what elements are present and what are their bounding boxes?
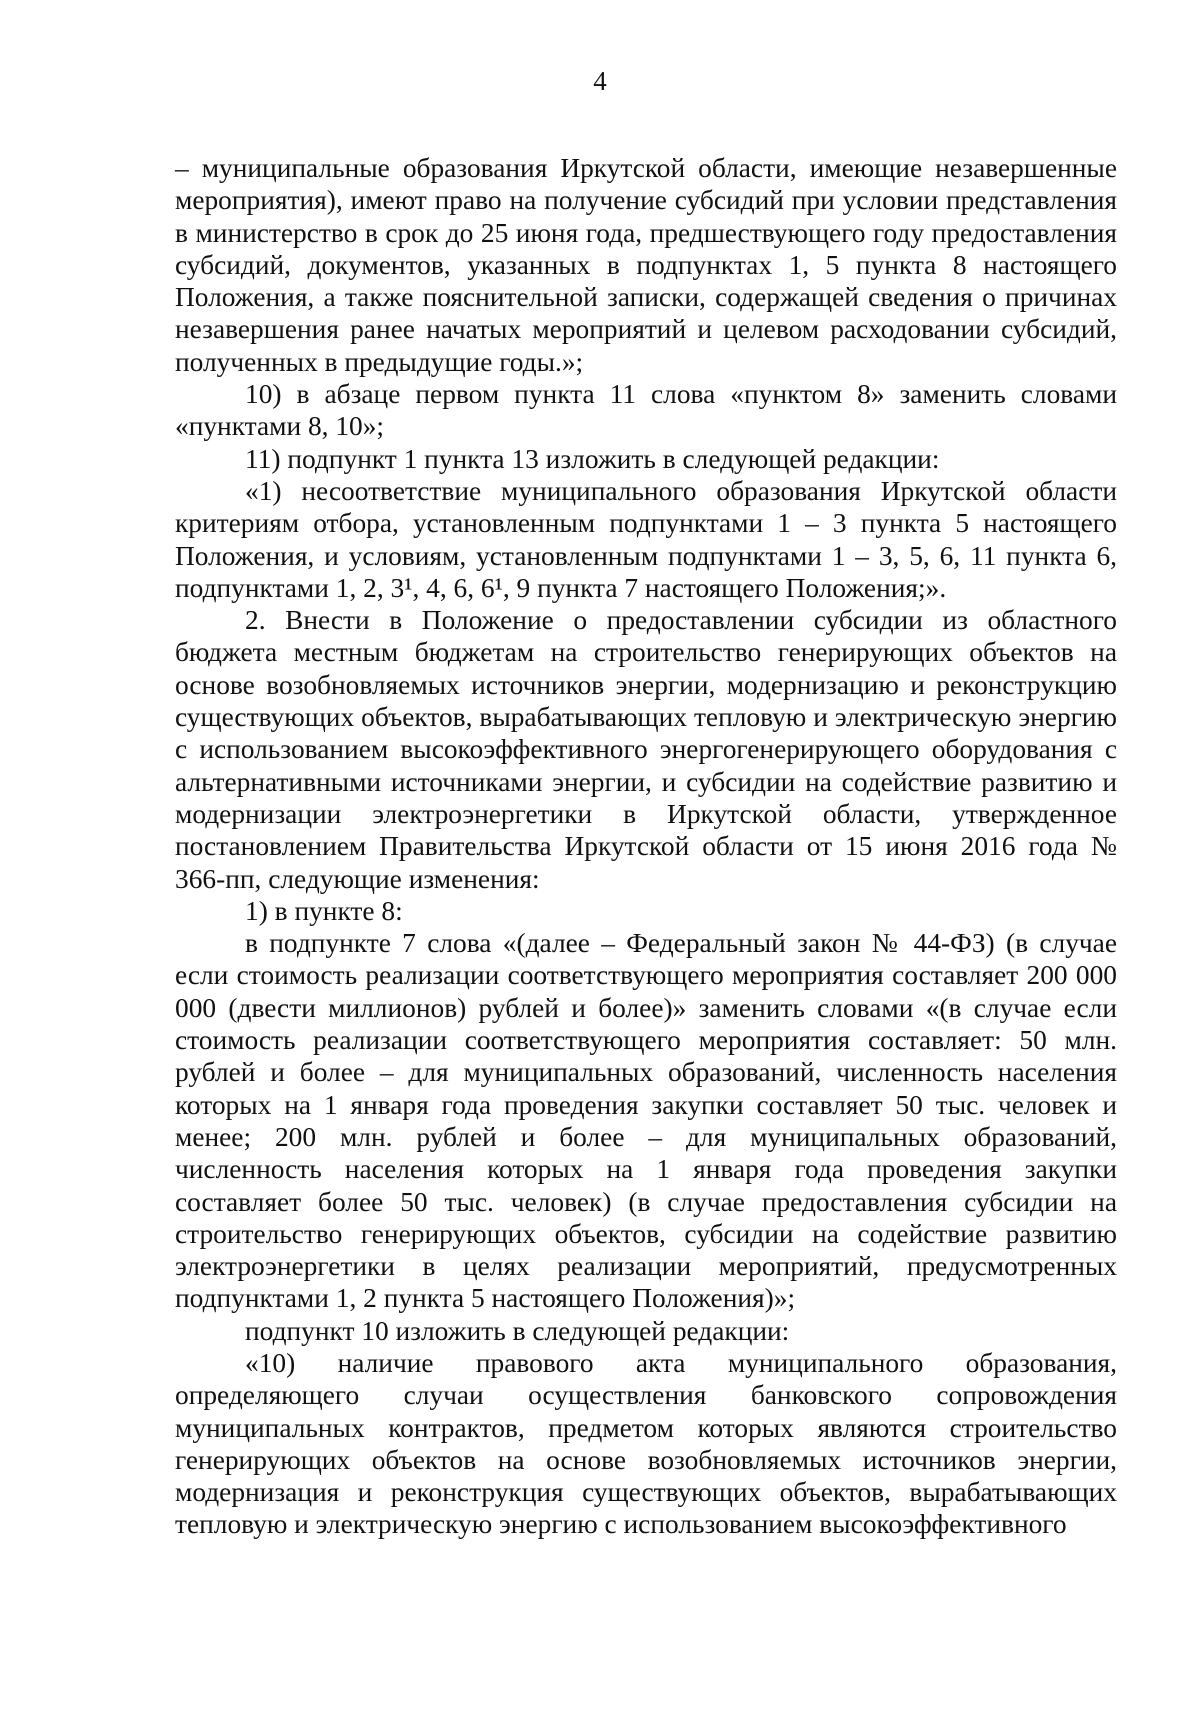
paragraph-quote-10: «10) наличие правового акта муниципального образования, определяющего случаи осуществления банковского сопровождения муниципальных контрактов, предметом которых являются строительство генерирующих объектов на основе возобновляемых источников энергии, модернизация и реконструкция существующих объектов, вырабатывающих тепловую и электрическую энергию с использованием высокоэффективного [175,1347,1117,1540]
paragraph-item-1-point-8: 1) в пункте 8: [245,895,403,926]
paragraph-item-10: 10) в абзаце первом пункта 11 слова «пунктом 8» заменить словами «пунктами 8, 10»; [175,379,1117,442]
document-body [175,152,1117,1541]
paragraph-subitem-10: подпункт 10 изложить в следующей редакции: [245,1315,790,1346]
paragraph-continuation: – муниципальные образования Иркутской области, имеющие незавершенные мероприятия), имеют право на получение субсидий при условии представления в министерство в срок до 25 июня года, предшествующего году предоставления субсидий, документов, указанных в подпунктах 1, 5 пункта 8 настоящего Положения, а также пояснительной записки, содержащей сведения о причинах незавершения ранее начатых мероприятий и целевом расходовании субсидий, полученных в предыдущие годы.»; [175,153,1117,377]
paragraph-quote-1: «1) несоответствие муниципального образования Иркутской области критериям отбора, установленным подпунктами 1 – 3 пункта 5 настоящего Положения, и условиям, установленным подпунктами 1 – 3, 5, 6, 11 пункта 6, подпунктами 1, 2, 3¹, 4, 6, 6¹, 9 пункта 7 настоящего Положения;». [175,475,1117,603]
page-number: 4 [593,66,607,96]
paragraph-subitem-7: в подпункте 7 слова «(далее – Федеральный закон № 44-ФЗ) (в случае если стоимость реализации соответствующего мероприятия составляет 200 000 000 (двести миллионов) рублей и более)» заменить словами «(в случае если стоимость реализации соответствующего мероприятия составляет: 50 млн. рублей и более – для муниципальных образований, численность населения которых на 1 января года проведения закупки составляет 50 тыс. человек и менее; 200 млн. рублей и более – для муниципальных образований, численность населения которых на 1 января года проведения закупки составляет более 50 тыс. человек) (в случае предоставления субсидии на строительство генерирующих объектов, субсидии на содействие развитию электроэнергетики в целях реализации мероприятий, предусмотренных подпунктами 1, 2 пункта 5 настоящего Положения)»; [175,928,1117,1314]
paragraph-section-2: 2. Внести в Положение о предоставлении субсидии из областного бюджета местным бюджетам на строительство генерирующих объектов на основе возобновляемых источников энергии, модернизацию и реконструкцию существующих объектов, вырабатывающих тепловую и электрическую энергию с использованием высокоэффективного энергогенерирующего оборудования с альтернативными источниками энергии, и субсидии на содействие развитию и модернизации электроэнергетики в Иркутской области, утвержденное постановлением Правительства Иркутской области от 15 июня 2016 года № 366-пп, следующие изменения: [175,605,1117,894]
paragraph-item-11: 11) подпункт 1 пункта 13 изложить в следующей редакции: [245,443,940,474]
